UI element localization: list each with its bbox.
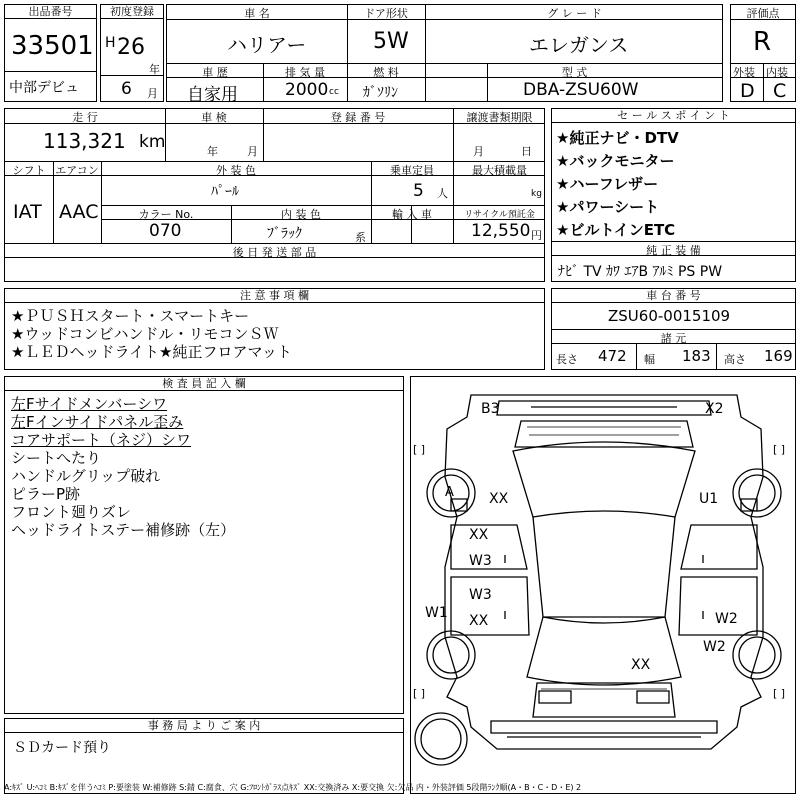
capacity: 5 bbox=[413, 181, 424, 201]
max-load-unit: kg bbox=[531, 189, 542, 199]
mark-xx-door-fl: XX bbox=[469, 527, 489, 543]
interior-color: ﾌﾞﾗｯｸ bbox=[267, 226, 302, 242]
color-no: 070 bbox=[149, 221, 182, 241]
registration-year: 26 bbox=[117, 35, 145, 60]
inspector-line: シートへたり bbox=[11, 449, 102, 467]
displacement-unit: cc bbox=[329, 87, 339, 97]
notes-header: 注 意 事 項 欄 bbox=[5, 289, 544, 303]
interior-rating-header: 内装 bbox=[766, 66, 788, 79]
mark-bracket: [ ] bbox=[413, 687, 426, 700]
transfer-header: 譲渡書類期限 bbox=[466, 111, 533, 124]
mark-w1: W1 bbox=[425, 605, 448, 621]
sales-points-box bbox=[551, 108, 796, 282]
mark-b3: B3 bbox=[481, 401, 500, 417]
car-diagram bbox=[411, 377, 797, 795]
registration-box bbox=[100, 4, 164, 102]
exterior-color: ﾊﾟｰﾙ bbox=[211, 184, 239, 200]
recycle-header: リサイクル預託金 bbox=[464, 210, 535, 220]
height-label: 高さ bbox=[724, 353, 746, 366]
shift: IAT bbox=[13, 201, 42, 223]
max-load-header: 最大積載量 bbox=[472, 164, 527, 177]
inspection-year-unit: 年 bbox=[207, 145, 218, 158]
inspector-header: 検 査 員 記 入 欄 bbox=[5, 377, 403, 391]
recycle-amount: 12,550 bbox=[471, 221, 531, 241]
mark-bracket: [ ] bbox=[773, 687, 786, 700]
sales-point-item: ★パワーシート bbox=[556, 198, 660, 216]
sales-point-item: ★純正ナビ・DTV bbox=[556, 129, 679, 147]
inspection-header: 車 検 bbox=[201, 111, 227, 124]
details-box bbox=[4, 108, 545, 282]
interior-rating: C bbox=[773, 80, 787, 102]
mark-w2-right: W2 bbox=[715, 611, 738, 627]
inspector-box bbox=[4, 376, 404, 714]
mark-xx-rear: XX bbox=[631, 657, 651, 673]
model-header: 型 式 bbox=[561, 66, 588, 79]
office-text: ＳＤカード預り bbox=[13, 740, 111, 756]
chassis-header: 車 台 番 号 bbox=[552, 289, 795, 303]
inspector-line: 左Fサイドメンバーシワ bbox=[11, 395, 168, 413]
plate-header: 登 録 番 号 bbox=[330, 111, 386, 124]
mark-x2: X2 bbox=[705, 401, 724, 417]
sales-point-item: ★ビルトインETC bbox=[556, 221, 676, 239]
note-line: ★ＬＥＤヘッドライト★純正フロアマット bbox=[11, 343, 292, 361]
inspector-line: ハンドルグリップ破れ bbox=[11, 467, 161, 485]
car-diagram-box bbox=[410, 376, 796, 794]
mark-a: A bbox=[445, 485, 454, 500]
width-label: 幅 bbox=[644, 353, 655, 366]
length-label: 長さ bbox=[556, 353, 578, 366]
history-header: 車 歴 bbox=[202, 66, 228, 79]
import-header: 輸 入 車 bbox=[392, 208, 432, 221]
mark-xx-door-rl: XX bbox=[469, 613, 489, 629]
history: 自家用 bbox=[187, 85, 238, 105]
rating-box bbox=[730, 4, 796, 102]
transfer-day-unit: 日 bbox=[521, 145, 532, 158]
ac-header: エアコン bbox=[55, 164, 99, 177]
displacement-header: 排 気 量 bbox=[285, 66, 325, 79]
sales-point-item: ★バックモニター bbox=[556, 152, 675, 170]
equipment-items: ﾅﾋﾞ TV ｶﾜ ｴｱB ｱﾙﾐ PS PW bbox=[558, 264, 723, 280]
mark-u1: U1 bbox=[699, 491, 719, 507]
door-header: ドア形状 bbox=[364, 7, 408, 20]
note-line: ★ＰＵＳＨスタート・スマートキー bbox=[11, 307, 250, 325]
mileage: 113,321 bbox=[43, 129, 126, 153]
mark-w3-door-rl: W3 bbox=[469, 587, 492, 603]
debut-label: 中部デビュ bbox=[9, 80, 79, 96]
car-name: ハリアー bbox=[227, 33, 307, 57]
model: DBA-ZSU60W bbox=[523, 80, 639, 100]
note-line: ★ウッドコンビハンドル・リモコンＳＷ bbox=[11, 325, 279, 343]
shift-header: シフト bbox=[12, 164, 46, 177]
later-parts-header: 後 日 発 送 部 品 bbox=[232, 246, 317, 259]
transfer-month-unit: 月 bbox=[473, 145, 484, 158]
height-value: 169 bbox=[764, 347, 793, 365]
car-box bbox=[166, 4, 723, 105]
fuel-header: 燃 料 bbox=[373, 66, 399, 79]
registration-header: 初度登録 bbox=[101, 5, 163, 19]
interior-color-suffix: 系 bbox=[355, 231, 366, 244]
mileage-header: 走 行 bbox=[72, 111, 98, 124]
grade: エレガンス bbox=[529, 33, 629, 57]
mark-xx-front-left: XX bbox=[489, 491, 509, 507]
car-name-header: 車 名 bbox=[244, 7, 270, 20]
color-no-header: カラー No. bbox=[138, 208, 194, 221]
chassis-box bbox=[551, 288, 796, 370]
exterior-rating: D bbox=[740, 80, 755, 102]
mark-w2-rear: W2 bbox=[703, 639, 726, 655]
inspector-line: フロント廻りズレ bbox=[11, 503, 132, 521]
grade-header: グ レ ー ド bbox=[547, 7, 602, 20]
inspector-line: コアサポート（ネジ）シワ bbox=[11, 431, 192, 449]
office-header: 事 務 局 よ り ご 案 内 bbox=[5, 719, 403, 733]
mark-w3-door-fl: W3 bbox=[469, 553, 492, 569]
rating-score: R bbox=[753, 27, 772, 57]
ac: AAC bbox=[59, 201, 99, 223]
mileage-unit: km bbox=[139, 132, 166, 152]
chassis-number: ZSU60-0015109 bbox=[608, 307, 731, 325]
lot-header: 出品番号 bbox=[5, 5, 96, 19]
mark-bracket: [ ] bbox=[773, 443, 786, 456]
mark-bracket: [ ] bbox=[413, 443, 426, 456]
notes-box bbox=[4, 288, 545, 370]
registration-month-unit: 月 bbox=[147, 87, 158, 100]
registration-year-unit: 年 bbox=[149, 63, 160, 76]
sales-point-item: ★ハーフレザー bbox=[556, 175, 659, 193]
registration-month: 6 bbox=[121, 79, 132, 99]
inspector-line: 左Fインサイドパネル歪み bbox=[11, 413, 184, 431]
capacity-unit: 人 bbox=[437, 187, 448, 200]
recycle-unit: 円 bbox=[531, 229, 542, 242]
exterior-rating-header: 外装 bbox=[733, 66, 755, 79]
lot-box bbox=[4, 4, 97, 102]
inspection-month-unit: 月 bbox=[247, 145, 258, 158]
inspector-line: ヘッドライトステー補修跡（左） bbox=[11, 521, 236, 539]
inspector-line: ピラーP跡 bbox=[11, 485, 81, 503]
door-type: 5W bbox=[373, 29, 409, 54]
dimensions-header: 諸 元 bbox=[660, 332, 687, 345]
width-value: 183 bbox=[682, 347, 711, 365]
lot-number: 33501 bbox=[11, 31, 94, 61]
sales-points-header: セ ー ル ス ポ イ ン ト bbox=[552, 109, 795, 123]
fuel: ｶﾞｿﾘﾝ bbox=[363, 85, 398, 101]
capacity-header: 乗車定員 bbox=[390, 164, 434, 177]
legend: A:ｷｽﾞ U:ﾍｺﾐ B:ｷｽﾞを伴うﾍｺﾐ P:要塗装 W:補修跡 S:錆 C:腐食、穴 G:ﾌﾛﾝﾄｶﾞﾗｽ点ｷｽﾞ XX:交換済み X:要交換 欠:欠品 内・外装評価 5段階ﾗﾝｸ順(A・B・C・D・E) 2 bbox=[4, 783, 582, 792]
rating-header: 評価点 bbox=[746, 7, 780, 20]
displacement: 2000 bbox=[285, 80, 329, 100]
length-value: 472 bbox=[598, 347, 627, 365]
equipment-header: 純 正 装 備 bbox=[646, 244, 701, 257]
interior-color-header: 内 装 色 bbox=[281, 208, 321, 221]
exterior-color-header: 外 装 色 bbox=[216, 164, 256, 177]
registration-era: H bbox=[105, 35, 116, 51]
